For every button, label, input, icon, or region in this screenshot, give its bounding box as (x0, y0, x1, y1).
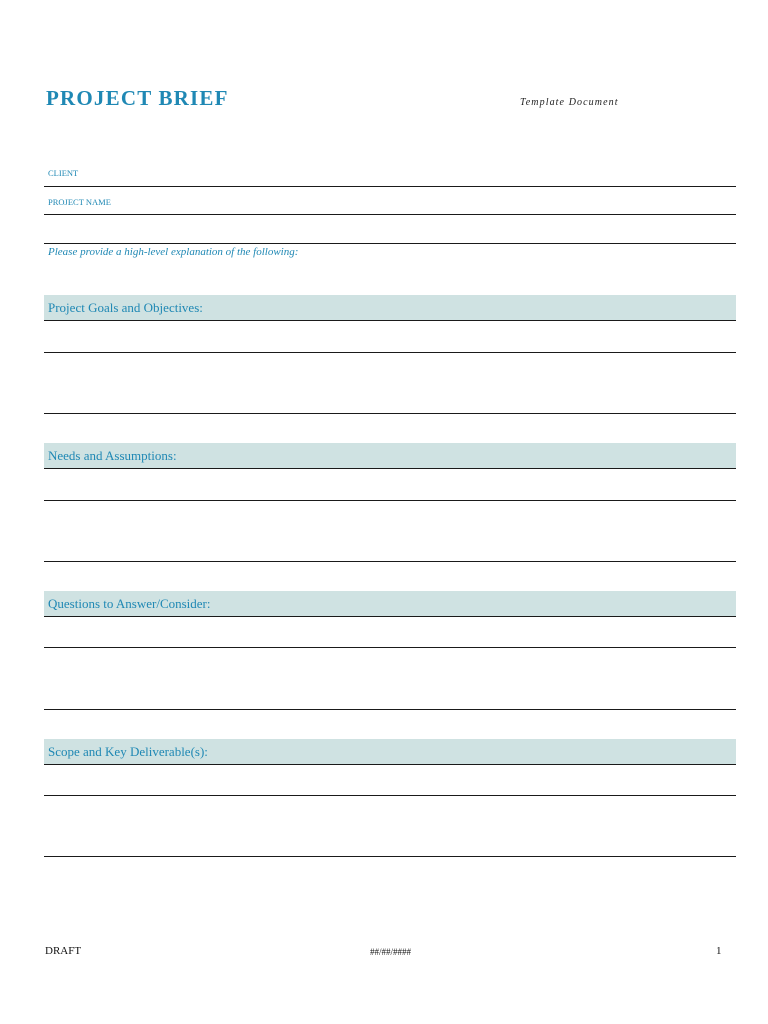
section-goals-line-2[interactable] (44, 413, 736, 414)
instruction-text: Please provide a high-level explanation of the following: (48, 246, 299, 258)
section-title: Project Goals and Objectives: (48, 300, 203, 315)
section-scope-line-1[interactable] (44, 795, 736, 796)
project-name-label: PROJECT NAME (48, 197, 111, 207)
footer-page-number: 1 (716, 945, 722, 957)
section-header-scope (44, 739, 736, 765)
client-label: CLIENT (48, 168, 79, 178)
section-scope-line-2[interactable] (44, 856, 736, 857)
project-name-field-rule[interactable] (44, 214, 736, 215)
section-questions-line-2[interactable] (44, 709, 736, 710)
footer-date: ##/##/#### (370, 947, 412, 957)
divider-rule (44, 243, 736, 244)
document-subtitle: Template Document (520, 97, 619, 108)
document-title: PROJECT BRIEF (46, 86, 229, 110)
section-title: Needs and Assumptions: (48, 448, 177, 463)
section-header-needs (44, 443, 736, 469)
section-header-questions (44, 591, 736, 617)
client-field-rule[interactable] (44, 186, 736, 187)
section-needs-line-1[interactable] (44, 500, 736, 501)
section-needs-line-2[interactable] (44, 561, 736, 562)
section-questions-line-1[interactable] (44, 647, 736, 648)
section-title: Questions to Answer/Consider: (48, 596, 211, 611)
section-goals-line-1[interactable] (44, 352, 736, 353)
section-header-goals (44, 295, 736, 321)
footer-draft-label: DRAFT (45, 945, 82, 957)
section-title: Scope and Key Deliverable(s): (48, 744, 208, 759)
